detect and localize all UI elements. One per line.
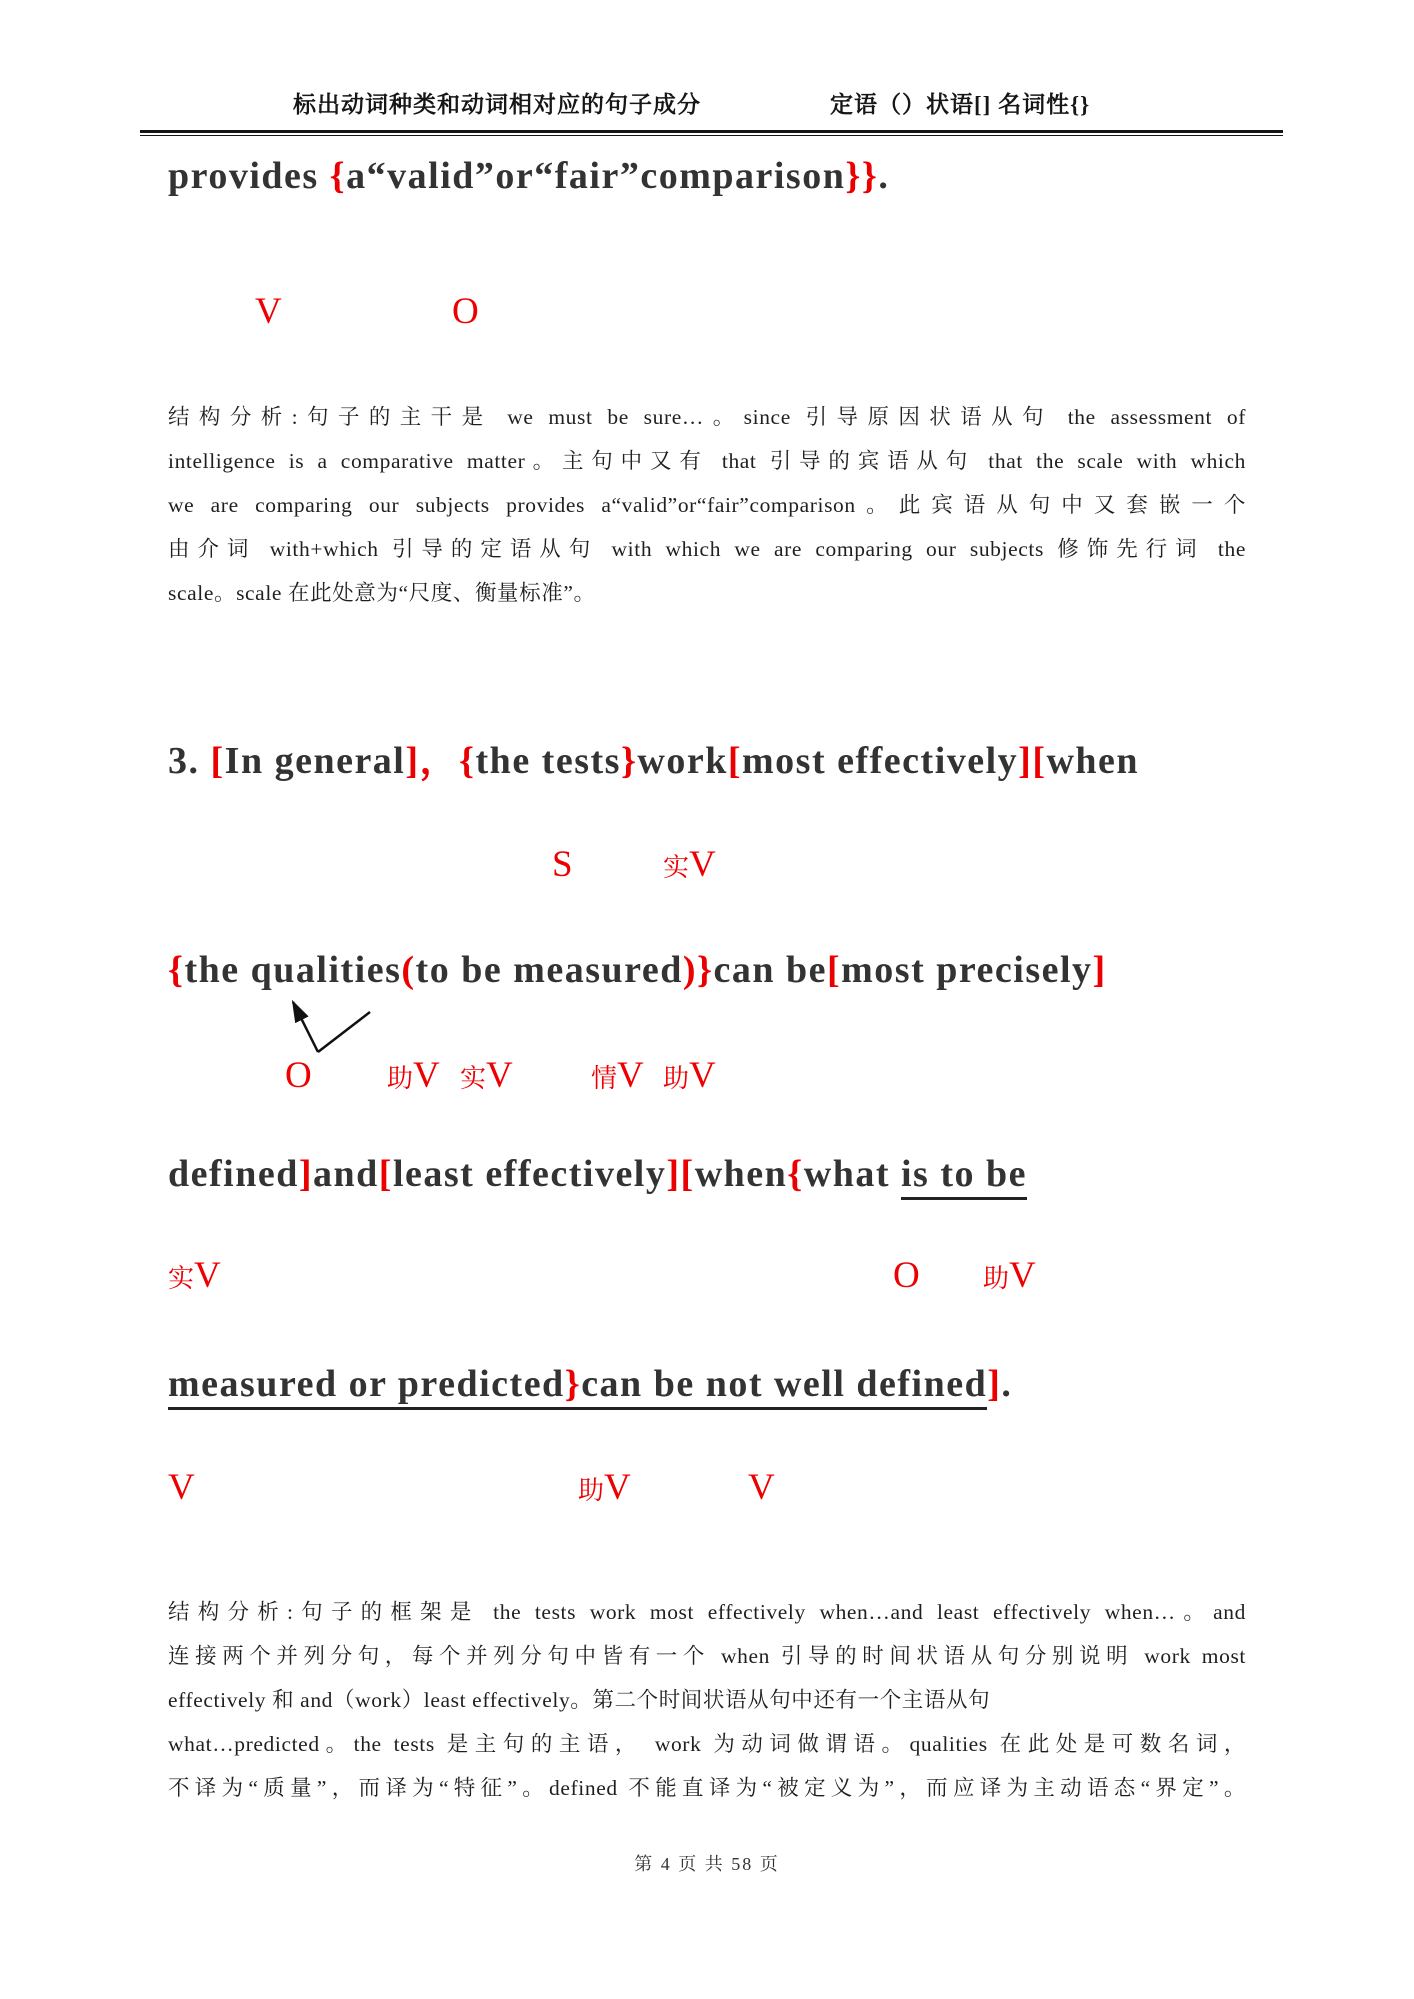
sentence-text: . <box>1001 1363 1013 1405</box>
verb-label-shi-v <box>460 1056 513 1097</box>
grammar-bracket: { <box>329 155 347 197</box>
sentence-text: least effectively <box>392 1153 667 1195</box>
grammar-bracket: }} <box>845 155 879 197</box>
verb-letter: V <box>1009 1255 1036 1296</box>
object-letter: O <box>893 1255 920 1296</box>
grammar-bracket: } <box>620 740 638 782</box>
grammar-bracket: { <box>787 1153 804 1195</box>
object-letter: O <box>285 1055 312 1096</box>
verb-type-char: 情 <box>591 1064 618 1093</box>
verb-label-zhu-v <box>387 1056 440 1097</box>
grammar-bracket: ] <box>666 1153 681 1195</box>
grammar-bracket: ] <box>298 1153 314 1195</box>
sentence-text: when <box>1046 740 1140 782</box>
grammar-bracket: ， <box>419 740 460 782</box>
object-label-o <box>893 1256 920 1297</box>
verb-type-char: 助 <box>578 1476 605 1505</box>
analysis-line: 连接两个并列分句，每个并列分句中皆有一个 when 引导的时间状语从句分别说明 work most <box>168 1644 1246 1668</box>
grammar-bracket: [ <box>1032 740 1047 782</box>
verb-letter: V <box>194 1255 221 1296</box>
sentence3-line4 <box>168 1360 1012 1409</box>
object-label-o <box>452 292 479 333</box>
analysis-line: 结构分析:句子的主干是 we must be sure…。since 引导原因状语从句 the assessment of <box>168 405 1246 429</box>
sentence-text: 3. <box>168 740 211 782</box>
sentence-text: measured or predicted <box>168 1363 565 1410</box>
sentence-text: can be not well defined <box>581 1363 987 1410</box>
annotation-arrow <box>240 978 400 1073</box>
verb-type-char: 实 <box>663 853 690 882</box>
sentence-text: can be <box>713 949 827 991</box>
verb-type-char: 助 <box>663 1064 690 1093</box>
verb-type-char: 助 <box>387 1064 414 1093</box>
sentence-text: most precisely <box>841 949 1093 991</box>
verb-label-qing-v <box>591 1056 644 1097</box>
sentence3-line3 <box>168 1150 1027 1199</box>
analysis-line: 结构分析:句子的框架是 the tests work most effectively when…and least effectively when…。and <box>168 1600 1246 1624</box>
sentence-text: most effectively <box>742 740 1019 782</box>
analysis-line: intelligence is a comparative matter。主句中又有 that 引导的宾语从句 that the scale with which <box>168 449 1246 473</box>
grammar-bracket: [ <box>727 740 743 782</box>
object-letter: O <box>452 291 479 332</box>
verb-letter: V <box>255 291 282 332</box>
sentence-text: is to be <box>901 1153 1027 1200</box>
page-number: 第 4 页 共 58 页 <box>634 1854 780 1874</box>
sentence-text: In general <box>224 740 406 782</box>
verb-letter: V <box>413 1055 440 1096</box>
verb-label-shi-v <box>168 1256 221 1297</box>
verb-label-v <box>255 292 282 333</box>
analysis-line: effectively 和 and（work）least effectively。第二个时间状语从句中还有一个主语从句 <box>168 1688 991 1712</box>
header-rule <box>140 130 1283 136</box>
analysis-line: 由介词 with+which 引导的定语从句 with which we are comparing our subjects 修饰先行词 the <box>168 537 1246 561</box>
verb-letter: V <box>689 844 716 885</box>
grammar-bracket: { <box>459 740 476 782</box>
grammar-bracket: ] <box>987 1363 1002 1405</box>
verb-label-zhu-v <box>663 1056 716 1097</box>
grammar-bracket: { <box>168 949 185 991</box>
analysis-line: 不译为“质量”，而译为“特征”。defined 不能直译为“被定义为”，而应译为主动语态“界定”。 <box>168 1776 1246 1800</box>
sentence-text: the qualities <box>184 949 402 991</box>
subject-letter: S <box>552 844 573 885</box>
sentence-text: provides <box>168 155 330 197</box>
verb-label-v <box>168 1468 195 1509</box>
header-left-title: 标出动词种类和动词相对应的句子成分 <box>293 92 701 117</box>
grammar-bracket: ] <box>405 740 420 782</box>
grammar-bracket: ] <box>1092 949 1107 991</box>
verb-label-zhu-v <box>578 1468 631 1509</box>
analysis-line: scale。scale 在此处意为“尺度、衡量标准”。 <box>168 581 596 605</box>
sentence-text: a“valid”or“fair”comparison <box>346 155 846 197</box>
grammar-bracket: [ <box>210 740 225 782</box>
grammar-bracket: ] <box>1018 740 1033 782</box>
grammar-bracket: } <box>565 1363 581 1410</box>
sentence-text: and <box>313 1153 379 1195</box>
sentence-text: defined <box>168 1153 299 1195</box>
verb-label-v <box>748 1468 775 1509</box>
header-right-legend: 定语（）状语[] 名词性{} <box>830 92 1091 117</box>
header-rule-thin <box>140 135 1283 136</box>
subject-label-s <box>552 845 573 886</box>
verb-type-char: 助 <box>983 1264 1010 1293</box>
grammar-bracket: [ <box>378 1153 393 1195</box>
grammar-bracket: [ <box>826 949 842 991</box>
sentence2-line <box>168 152 889 201</box>
verb-type-char: 实 <box>460 1064 487 1093</box>
verb-label-shi-v <box>663 845 716 886</box>
analysis-paragraph-1 <box>168 395 1246 615</box>
analysis-line: what…predicted。the tests 是主句的主语， work 为动词做谓语。qualities 在此处是可数名词， <box>168 1732 1246 1756</box>
sentence-text: the tests <box>475 740 621 782</box>
verb-letter: V <box>168 1467 195 1508</box>
verb-letter: V <box>486 1055 513 1096</box>
sentence-text: to be measured <box>415 949 683 991</box>
verb-letter: V <box>617 1055 644 1096</box>
verb-letter: V <box>604 1467 631 1508</box>
object-label-o <box>285 1056 312 1097</box>
grammar-bracket: ) <box>682 949 697 991</box>
analysis-line: we are comparing our subjects provides a“valid”or“fair”comparison。此宾语从句中又套嵌一个 <box>168 493 1246 517</box>
sentence-text: . <box>878 155 890 197</box>
sentence-text: what <box>803 1153 901 1195</box>
sentence-text: when <box>694 1153 788 1195</box>
verb-label-zhu-v <box>983 1256 1036 1297</box>
sentence-text: work <box>637 740 728 782</box>
grammar-bracket: [ <box>680 1153 695 1195</box>
analysis-paragraph-2 <box>168 1590 1246 1810</box>
grammar-bracket: ( <box>401 949 416 991</box>
verb-type-char: 实 <box>168 1264 195 1293</box>
header-rule-thick <box>140 130 1283 133</box>
verb-letter: V <box>748 1467 775 1508</box>
grammar-bracket: } <box>696 949 714 991</box>
sentence3-line1 <box>168 737 1139 786</box>
verb-letter: V <box>689 1055 716 1096</box>
